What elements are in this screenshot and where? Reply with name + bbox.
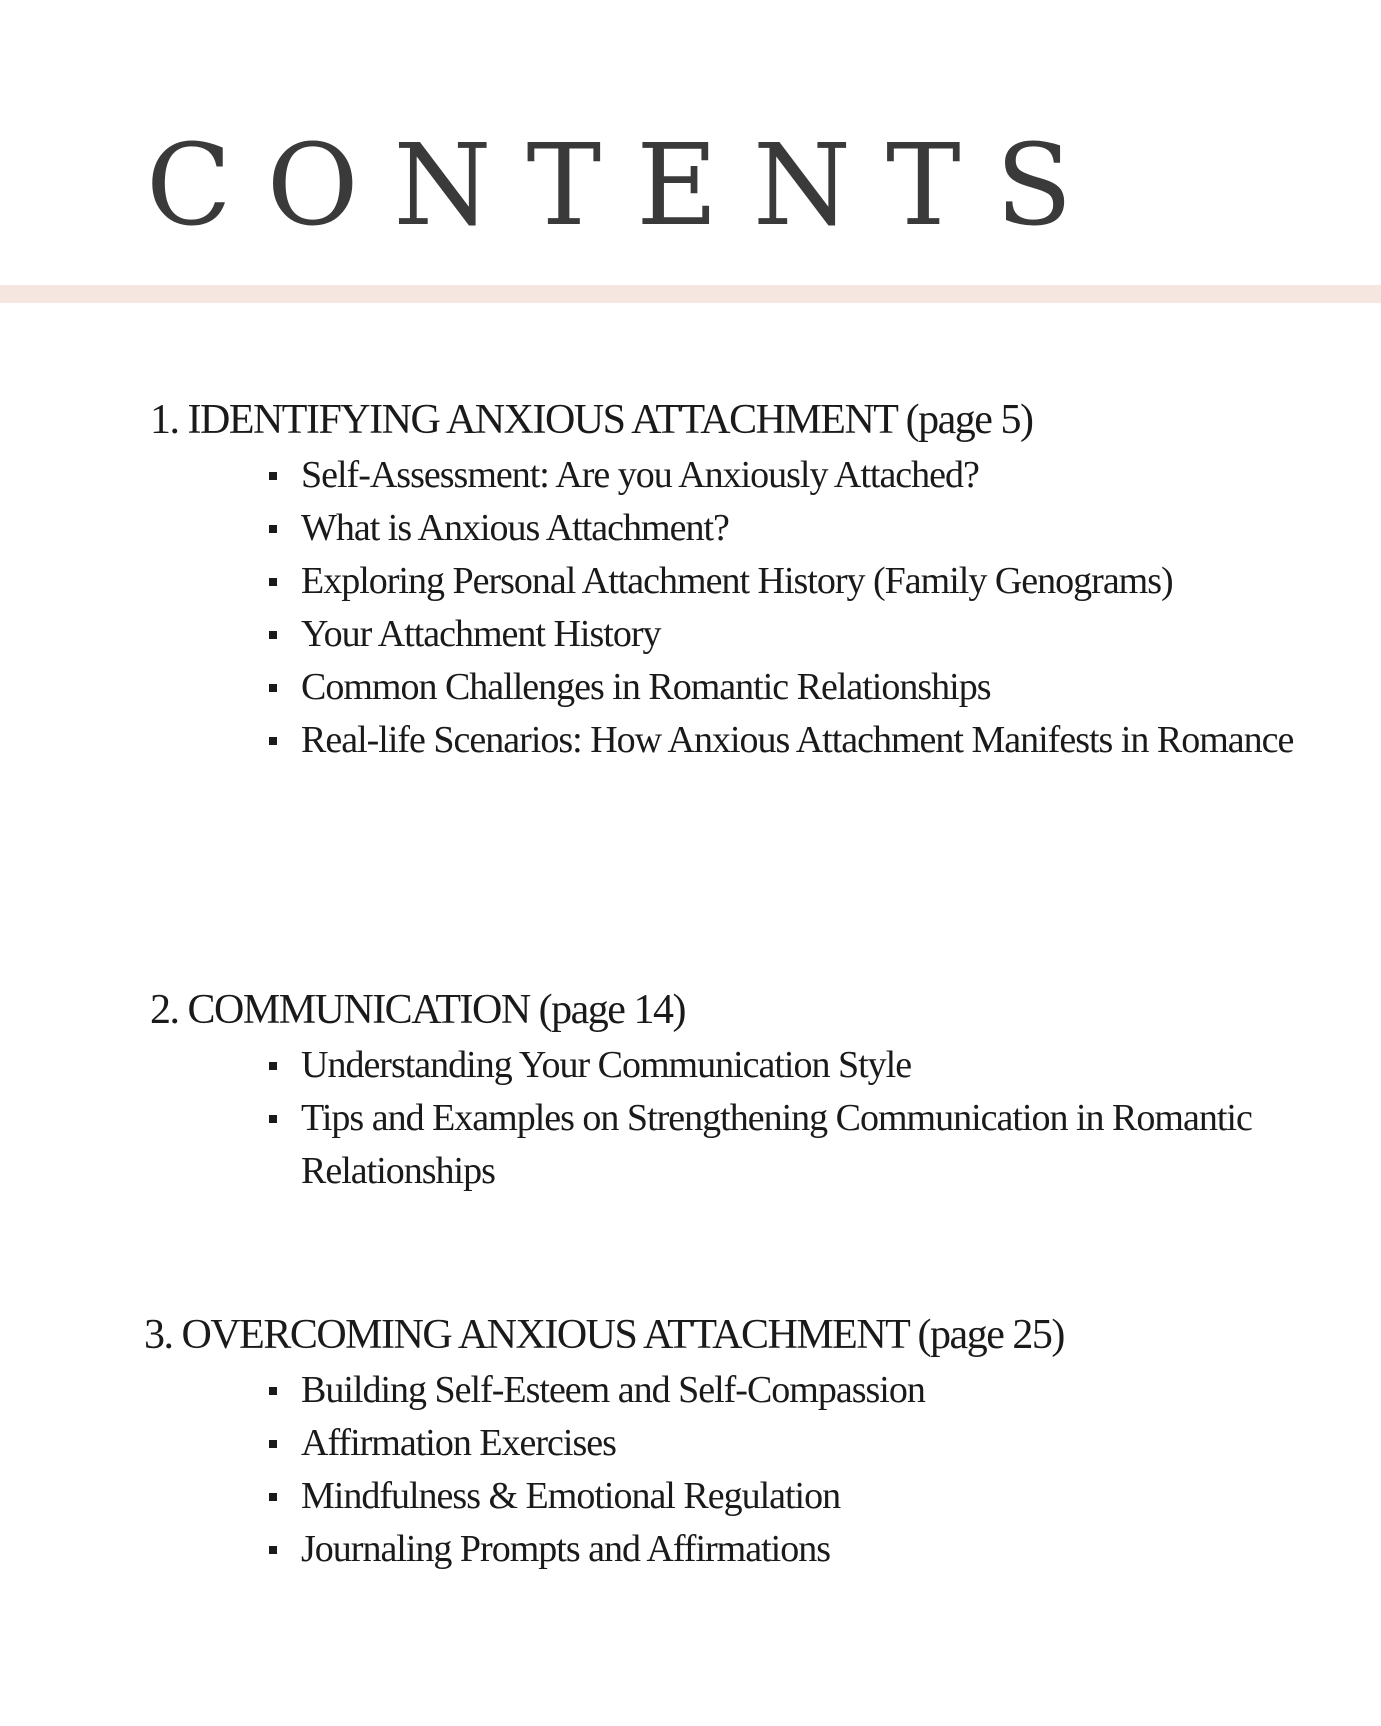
section-heading[interactable]: 3. OVERCOMING ANXIOUS ATTACHMENT (page 25) [144, 1312, 1064, 1358]
toc-item-label: Self-Assessment: Are you Anxiously Attached? [301, 454, 979, 496]
toc-item-label: What is Anxious Attachment? [301, 507, 729, 549]
square-bullet-icon [269, 737, 277, 745]
toc-item[interactable] [150, 608, 1371, 661]
toc-item-label: Journaling Prompts and Affirmations [301, 1528, 830, 1570]
square-bullet-icon [269, 1440, 277, 1448]
square-bullet-icon [269, 631, 277, 639]
toc-item-label: Common Challenges in Romantic Relationships [301, 666, 991, 708]
toc-item[interactable] [150, 661, 1371, 714]
square-bullet-icon [269, 1062, 277, 1070]
square-bullet-icon [269, 684, 277, 692]
section-item-list [150, 1364, 1370, 1576]
toc-section-3 [144, 1305, 1370, 1576]
toc-item-label: Building Self-Esteem and Self-Compassion [301, 1369, 925, 1411]
square-bullet-icon [269, 472, 277, 480]
section-item-list [150, 449, 1370, 767]
square-bullet-icon [269, 1493, 277, 1501]
toc-section-1 [150, 390, 1370, 767]
toc-item[interactable] [150, 1039, 1371, 1092]
toc-item[interactable] [150, 1523, 1371, 1576]
toc-item[interactable] [150, 1092, 1371, 1198]
toc-item-label: Real-life Scenarios: How Anxious Attachment Manifests in Romance [301, 719, 1294, 761]
header-divider [0, 285, 1381, 303]
section-item-list [150, 1039, 1370, 1198]
toc-item[interactable] [150, 1470, 1371, 1523]
toc-item-label: Affirmation Exercises [301, 1422, 616, 1464]
square-bullet-icon [269, 578, 277, 586]
section-heading[interactable]: 1. IDENTIFYING ANXIOUS ATTACHMENT (page 5) [150, 397, 1033, 443]
toc-item[interactable] [150, 714, 1371, 767]
toc-item-label: Exploring Personal Attachment History (Family Genograms) [301, 560, 1173, 602]
toc-item[interactable] [150, 1417, 1371, 1470]
toc-item[interactable] [150, 449, 1371, 502]
toc-item-label: Mindfulness & Emotional Regulation [301, 1475, 841, 1517]
page-title: CONTENTS [146, 121, 1108, 251]
square-bullet-icon [269, 525, 277, 533]
section-heading[interactable]: 2. COMMUNICATION (page 14) [150, 987, 685, 1033]
square-bullet-icon [269, 1387, 277, 1395]
toc-item-label: Tips and Examples on Strengthening Communication in Romantic Relationships [301, 1097, 1252, 1192]
toc-item-label: Your Attachment History [301, 613, 661, 655]
toc-item[interactable] [150, 1364, 1371, 1417]
square-bullet-icon [269, 1546, 277, 1554]
toc-item[interactable] [150, 502, 1371, 555]
square-bullet-icon [269, 1115, 277, 1123]
toc-section-2 [150, 980, 1370, 1198]
toc-item-label: Understanding Your Communication Style [301, 1044, 912, 1086]
toc-item[interactable] [150, 555, 1371, 608]
